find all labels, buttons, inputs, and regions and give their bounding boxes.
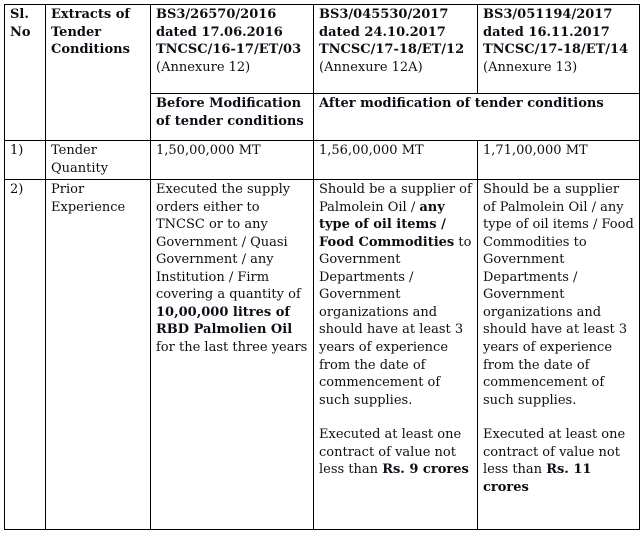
header-cell-tender-3: [478, 5, 640, 94]
experience-before-bold-text: 10,00,000 litres of RBD Palmolien Oil: [156, 304, 293, 338]
header-row-tenders: [5, 5, 640, 94]
cell-experience-before: [151, 180, 314, 530]
cell-label-prior-experience: Prior Experience: [46, 180, 151, 530]
cell-experience-after-2: [478, 180, 640, 530]
cell-sl-1: 1): [5, 141, 46, 180]
experience-after-1-contract-text: Executed at least one contract of value not less than: [319, 427, 462, 478]
experience-after-2-paragraph-1: [483, 181, 635, 409]
header-cell-tender-1: [151, 5, 314, 94]
header-cell-extracts: Extracts of Tender Conditions: [46, 5, 151, 141]
cell-sl-2: 2): [5, 180, 46, 530]
tender-ref-2: BS3/045530/2017 dated 24.10.2017 TNCSC/17-18/ET/12: [319, 7, 465, 58]
experience-after-2-text: Should be a supplier of Palmolein Oil / any type of oil items / Food Commodities to Government Departments / Government organizations and should have at least 3 years of experience from the date of commencement of such supplies.: [483, 182, 634, 408]
cell-experience-after-1: [314, 180, 478, 530]
experience-after-1-text: Should be a supplier of Palmolein Oil /: [319, 182, 472, 215]
experience-after-2-contract-value: Rs. 11 crores: [483, 462, 592, 495]
header-cell-sl-no: Sl. No: [5, 5, 46, 141]
tender-annexure-1: (Annexure 12): [156, 59, 251, 75]
experience-after-1-text-end: to Government Departments / Government organizations and should have at least 3 years of experience from the date of commencement of such supplies.: [319, 234, 472, 408]
cell-quantity-before: 1,50,00,000 MT: [151, 141, 314, 180]
tender-annexure-3: (Annexure 13): [483, 59, 578, 75]
experience-after-2-contract-text: Executed at least one contract of value not less than: [483, 427, 626, 478]
experience-after-1-paragraph-2: [319, 426, 473, 479]
header-cell-tender-2: [314, 5, 478, 94]
tender-ref-1: BS3/26570/2016 dated 17.06.2016 TNCSC/16-17/ET/03: [156, 7, 302, 58]
experience-after-1-bold-text: any type of oil items / Food Commodities: [319, 199, 455, 250]
experience-before-paragraph: [156, 181, 309, 356]
experience-after-2-paragraph-2: [483, 426, 635, 496]
row-tender-quantity: [5, 141, 640, 180]
cell-quantity-after-2: 1,71,00,000 MT: [478, 141, 640, 180]
cell-quantity-after-1: 1,56,00,000 MT: [314, 141, 478, 180]
header-cell-after-modification: After modification of tender conditions: [314, 94, 640, 141]
row-prior-experience: [5, 180, 640, 530]
tender-conditions-table: [4, 4, 640, 530]
tender-annexure-2: (Annexure 12A): [319, 59, 423, 75]
experience-after-1-contract-value: Rs. 9 crores: [382, 462, 469, 478]
cell-label-tender-quantity: Tender Quantity: [46, 141, 151, 180]
header-cell-before-modification: Before Modification of tender conditions: [151, 94, 314, 141]
experience-before-text-end: for the last three years: [156, 340, 308, 356]
tender-ref-3: BS3/051194/2017 dated 16.11.2017 TNCSC/17-18/ET/14: [483, 7, 629, 58]
experience-after-1-paragraph-1: [319, 181, 473, 409]
experience-before-text: Executed the supply orders either to TNCSC or to any Government / Quasi Government / any Institution / Firm covering a quantity of: [156, 182, 301, 303]
